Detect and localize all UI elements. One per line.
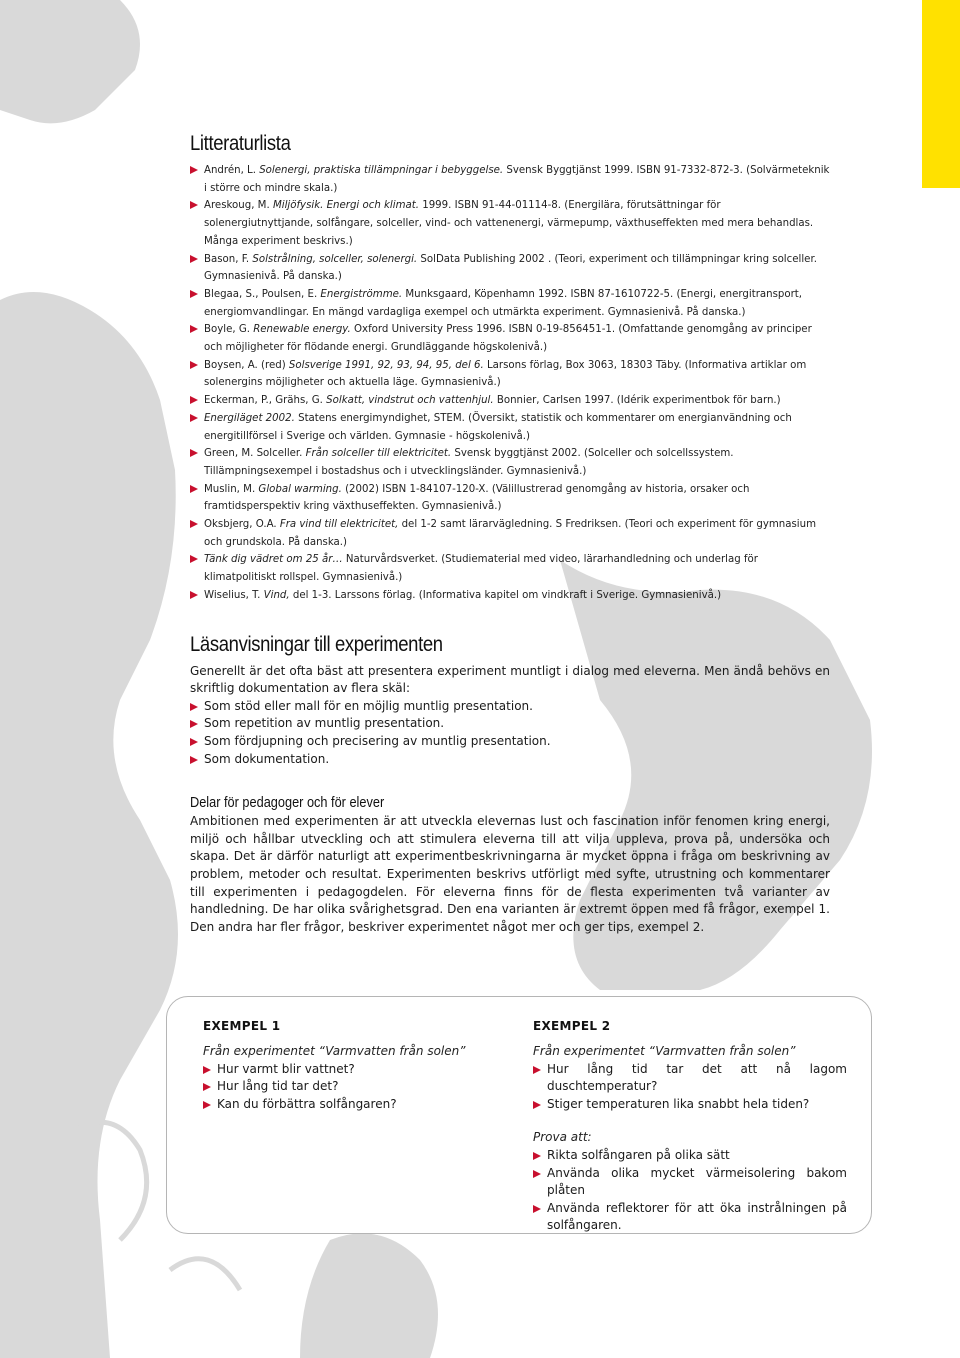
reference-text: del 1-3. Larssons förlag. (Informativa kapitel om vindkraft i Sverige. Gymnasienivå.) [289,589,722,601]
reference-text: Boysen, A. (red) [204,359,289,371]
reference-title: Tänk dig vädret om 25 år… [204,554,343,566]
example-2-try-list [533,1147,847,1235]
reference-title: Vind, [263,589,290,601]
list-item: Hur varmt blir vattnet? [203,1061,493,1079]
reference-title: Energiströmme. [320,288,403,300]
reasons-list [190,698,830,768]
examples-box [166,996,872,1234]
reference-item [190,357,830,392]
reference-item [190,286,830,321]
reference-item [190,392,830,410]
reference-title: Solstrålning, solceller, solenergi. [252,253,418,265]
reference-item [190,162,830,197]
delar-body: Ambitionen med experimenten är att utveckla elevernas lust och fascination inför fenomen kring energi, miljö och hållbar utveckling och att stimulera eleverna till att vilja uppleva, prova på, undersöka och skapa. Det är därför naturligt att experimentbeskrivningarna är mycket öppna i fråga om beskrivning av problem, metoder och resultat. Experimenten beskrivs utförligt med syfte, utrustning och kommentarer till experimenten i pedagogdelen. För eleverna finns för de flesta experimenten två varianter av handledning. De har olika svårighetsgrad. Den ena varianten är extremt öppen med få frågor, exempel 1. Den andra har fler frågor, beskriver experimentet något mer och ger tips, exempel 2. [190,814,830,934]
triangle-bullet-icon [190,290,198,298]
example-1-heading: EXEMPEL 1 [203,1019,281,1033]
list-item: Rikta solfångaren på olika sätt [533,1147,847,1165]
section-lasanvisningar [190,633,830,769]
triangle-bullet-icon [190,520,198,528]
example-2-intro: Från experimentet “Varmvatten från solen” [533,1044,796,1058]
reference-text: Oxford University Press 1996. ISBN 0-19-856451-1. (Omfattande genomgång av principer och möjligheter för flödande energi. Grundläggande högskolenivå.) [204,324,812,354]
triangle-bullet-icon [190,756,198,764]
reference-item [190,251,830,286]
main-content [190,132,830,936]
reference-text: Statens energimyndighet, STEM. (Översikt, statistik och kommentarer om energianvändning och energitillförsel i Sverige och världen. Gymnasie - högskolenivå.) [204,412,792,442]
reference-text: Munksgaard, Köpenhamn 1992. ISBN 87-1610722-5. (Energi, energitransport, energiomvandlingar. En mängd vardagliga exempel och utmärkta experiment. Gymnasienivå. På danska.) [204,288,803,318]
triangle-bullet-icon [190,485,198,493]
list-item: Som fördjupning och precisering av muntlig presentation. [190,733,830,751]
list-item: Som repetition av muntlig presentation. [190,715,830,733]
example-2 [533,1019,847,1235]
reference-text: Naturvårdsverket. (Studiematerial med video, lärarhandledning och underlag för klimatpolitiskt rollspel. Gymnasienivå.) [204,554,758,584]
triangle-bullet-icon [533,1066,541,1074]
list-item: Kan du förbättra solfångaren? [203,1096,493,1114]
triangle-bullet-icon [533,1152,541,1160]
triangle-bullet-icon [190,414,198,422]
list-item: Använda olika mycket värmeisolering bakom plåten [533,1165,847,1200]
list-item: Använda reflektorer för att öka instrålningen på solfångaren. [533,1200,847,1235]
list-item: Hur lång tid tar det att nå lagom duschtemperatur? [533,1061,847,1096]
triangle-bullet-icon [533,1205,541,1213]
reference-item [190,410,830,445]
list-item: Stiger temperaturen lika snabbt hela tiden? [533,1096,847,1114]
reference-text: Muslin, M. [204,483,259,495]
reference-text: Bonnier, Carlsen 1997. (Idérik experimentbok för barn.) [493,395,781,407]
list-item: Som dokumentation. [190,751,830,769]
reference-text: Blegaa, S., Poulsen, E. [204,288,321,300]
example-2-try-label: Prova att: [533,1130,592,1145]
example-1-intro: Från experimentet “Varmvatten från solen” [203,1044,466,1058]
reference-text: Green, M. Solceller. [204,448,306,460]
triangle-bullet-icon [190,396,198,404]
reference-title: Fra vind till elektricitet, [279,519,399,531]
reference-text: Bason, F. [204,253,253,265]
reference-text: Wiselius, T. [204,589,264,601]
triangle-bullet-icon [190,201,198,209]
reference-item [190,481,830,516]
triangle-bullet-icon [533,1170,541,1178]
triangle-bullet-icon [190,738,198,746]
example-1-questions [203,1061,493,1114]
example-1 [203,1019,493,1113]
reference-title: Från solceller till elektricitet. [305,448,452,460]
triangle-bullet-icon [190,361,198,369]
reference-text: Svensk byggtjänst 2002. (Solceller och solcellssystem. Tillämpningsexempel i bostadshus och i utvecklingsländer. Gymnasienivå.) [204,448,734,477]
reference-item [190,197,830,250]
triangle-bullet-icon [190,720,198,728]
reference-item [190,516,830,551]
reference-title: Miljöfysik. Energi och klimat. [272,200,419,212]
reference-text: (2002) ISBN 1-84107-120-X. (Välillustrerad genomgång av historia, orsaker och framtidsperspektiv kring växthuseffekten. Gymnasienivå.) [204,483,750,513]
reference-text: Oksbjerg, O.A. [204,519,280,531]
example-2-questions [533,1061,847,1114]
reference-item [190,321,830,356]
triangle-bullet-icon [190,255,198,263]
reference-text: SolData Publishing 2002 . (Teori, experiment och tillämpningar kring solceller. Gymnasienivå. På danska.) [204,253,817,283]
reference-text: Areskoug, M. [204,200,273,212]
triangle-bullet-icon [190,166,198,174]
yellow-page-tab [922,0,960,188]
reference-list [190,162,830,605]
triangle-bullet-icon [190,703,198,711]
triangle-bullet-icon [190,555,198,563]
lasanvisningar-intro: Generellt är det ofta bäst att presentera experiment muntligt i dialog med eleverna. Men ändå behövs en skriftlig dokumentation av flera skäl: [190,663,830,696]
example-2-heading: EXEMPEL 2 [533,1019,611,1033]
triangle-bullet-icon [203,1066,211,1074]
reference-text: Svensk Byggtjänst 1999. ISBN 91-7332-872-3. (Solvärmeteknik i större och mindre skala.) [204,165,830,194]
reference-title: Solkatt, vindstrut och vattenhjul. [326,395,494,407]
section-title-litteraturlista: Litteraturlista [190,132,291,155]
reference-text: 1999. ISBN 91-44-01114-8. (Energilära, förutsättningar för solenergiutnyttjande, solfångare, solceller, vind- och vattenenergi, värmepump, växthuseffekten med mera behandlas. Många experiment beskrivs.) [204,200,814,247]
triangle-bullet-icon [190,591,198,599]
list-item: Som stöd eller mall för en möjlig muntlig presentation. [190,698,830,716]
reference-item [190,551,830,586]
reference-title: Solenergi, praktiska tillämpningar i bebyggelse. [259,165,504,176]
triangle-bullet-icon [533,1101,541,1109]
reference-title: Global warming. [258,483,342,495]
reference-text: Larsons förlag, Box 3063, 18303 Täby. (Informativa artiklar om solenergins möjligheter och aktuella läge. Gymnasienivå.) [204,359,807,389]
reference-title: Energiläget 2002. [204,412,295,424]
reference-text: Boyle, G. [204,324,254,336]
section-title-lasanvisningar: Läsanvisningar till experimenten [190,632,443,656]
reference-title: Solsverige 1991, 92, 93, 94, 95, del 6. [288,359,484,371]
reference-text: Eckerman, P., Grähs, G. [204,395,327,407]
reference-item [190,587,830,605]
list-item: Hur lång tid tar det? [203,1078,493,1096]
triangle-bullet-icon [190,325,198,333]
reference-text: Andrén, L. [204,165,260,176]
reference-title: Renewable energy. [253,324,351,336]
triangle-bullet-icon [203,1101,211,1109]
triangle-bullet-icon [190,449,198,457]
reference-text: del 1-2 samt lärarvägledning. S Fredriksen. (Teori och experiment för gymnasium och grundskola. På danska.) [204,519,816,548]
reference-item [190,445,830,480]
section-title-delar: Delar för pedagoger och för elever [190,794,385,812]
triangle-bullet-icon [203,1083,211,1091]
